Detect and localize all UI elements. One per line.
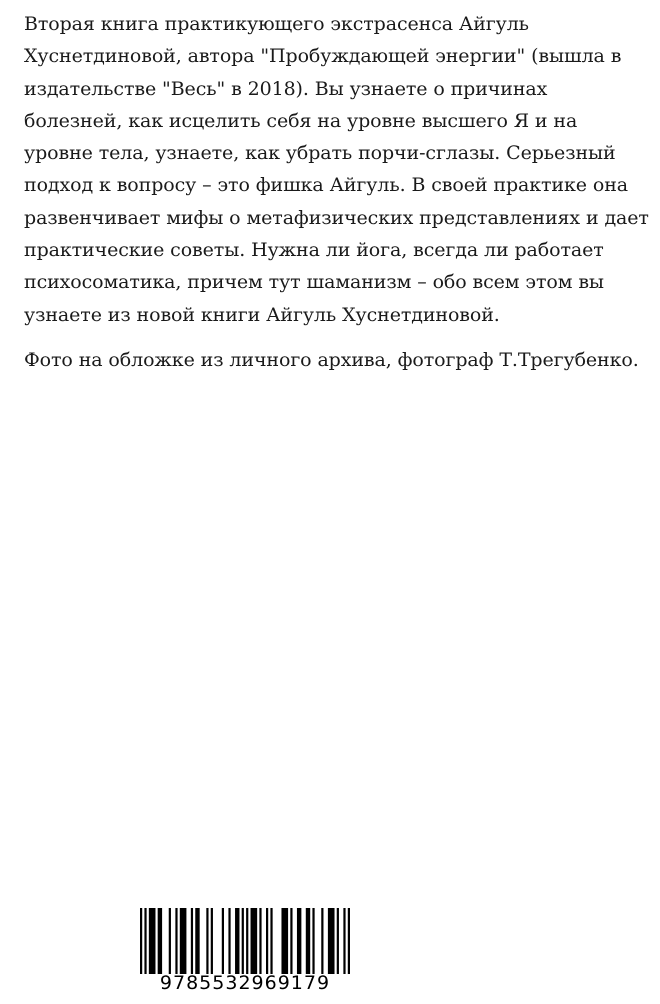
- barcode-bar: [328, 908, 335, 974]
- book-description-paragraph: Вторая книга практикующего экстрасенса Айгуль Хуснетдиновой, автора "Пробуждающей энергии" (вышла в издательстве "Весь" в 2018). Вы узнаете о причинах болезней, как исцелить себя на уровне высшего Я и на уровне тела, узнаете, как убрать порчи-сглазы. Серьезный подход к вопросу – это фишка Айгуль. В своей практике она развенчивает мифы о метафизических представлениях и дает практические советы. Нужна ли йога, всегда ли работает психосоматика, причем тут шаманизм – обо всем этом вы узнаете из новой книги Айгуль Хуснетдиновой.: [24, 13, 649, 326]
- barcode-bar: [222, 908, 224, 974]
- barcode-bar: [306, 908, 310, 974]
- barcode-bar: [158, 908, 162, 974]
- photo-credit-paragraph: Фото на обложке из личного архива, фотограф Т.Трегубенко.: [24, 348, 639, 371]
- barcode-bar: [206, 908, 208, 974]
- barcode-bar: [251, 908, 258, 974]
- barcode-bar: [348, 908, 350, 974]
- barcode-bar: [259, 908, 261, 974]
- annotation-text: [24, 8, 649, 376]
- barcode-bar: [337, 908, 339, 974]
- barcode-bars: [140, 908, 350, 974]
- barcode-bar: [312, 908, 314, 974]
- barcode-bar: [235, 908, 239, 974]
- isbn-barcode: [140, 908, 350, 994]
- barcode-bar: [228, 908, 230, 974]
- barcode-bar: [297, 908, 301, 974]
- barcode-bar: [195, 908, 199, 974]
- barcode-bar: [211, 908, 213, 974]
- barcode-bar: [281, 908, 288, 974]
- barcode-bar: [175, 908, 177, 974]
- barcode-bar: [180, 908, 187, 974]
- barcode-bar: [266, 908, 268, 974]
- barcode-bar: [290, 908, 292, 974]
- barcode-bar: [242, 908, 244, 974]
- barcode-bar: [149, 908, 156, 974]
- barcode-bar: [191, 908, 193, 974]
- barcode-bar: [140, 908, 142, 974]
- isbn-number: 9785532969179: [159, 972, 331, 994]
- barcode-bar: [343, 908, 345, 974]
- barcode-bar: [169, 908, 171, 974]
- barcode-bar: [144, 908, 146, 974]
- barcode-bar: [246, 908, 248, 974]
- barcode-bar: [321, 908, 323, 974]
- barcode-bar: [270, 908, 272, 974]
